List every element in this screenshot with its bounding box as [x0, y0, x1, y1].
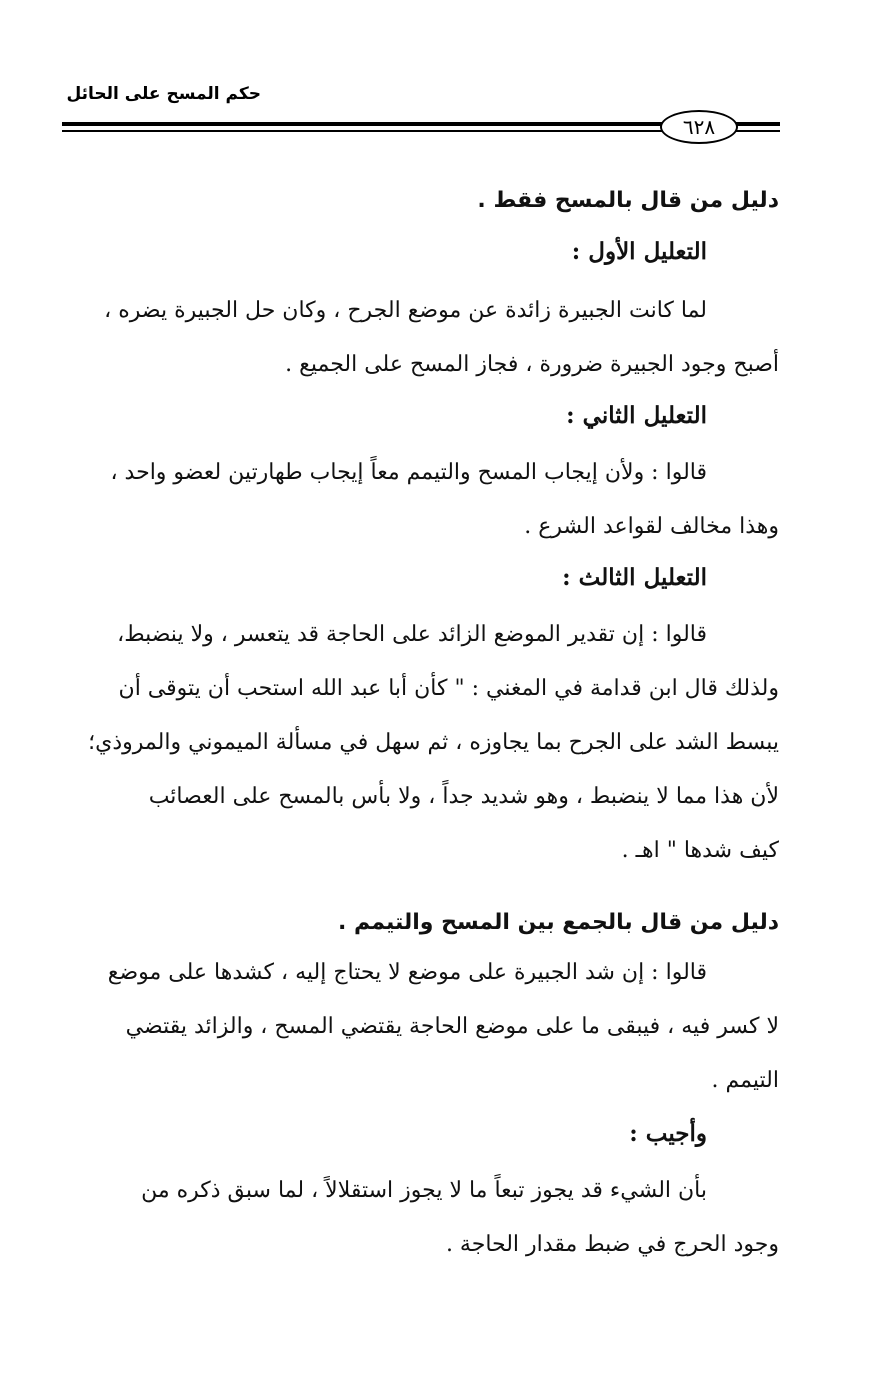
page-number: ٦٢٨ — [660, 110, 738, 144]
paragraph-line: كيف شدها " اهـ . — [621, 838, 779, 863]
paragraph-line: قالوا : إن تقدير الموضع الزائد على الحاجة قد يتعسر ، ولا ينضبط، — [117, 622, 707, 647]
header-rule-thin-right — [736, 130, 780, 132]
paragraph-line: ولذلك قال ابن قدامة في المغني : " كأن أبا عبد الله استحب أن يتوقى أن — [118, 676, 779, 701]
paragraph-line: بأن الشيء قد يجوز تبعاً ما لا يجوز استقلالاً ، لما سبق ذكره من — [141, 1178, 707, 1203]
running-title: حكم المسح على الحائل — [66, 84, 261, 104]
paragraph-line: وجود الحرج في ضبط مقدار الحاجة . — [445, 1232, 779, 1257]
section-heading-mash-only: دليل من قال بالمسح فقط . — [477, 188, 779, 213]
subheading-second-reason: التعليل الثاني : — [566, 402, 707, 429]
subheading-answer: وأجيب : — [629, 1120, 707, 1147]
paragraph-line: قالوا : ولأن إيجاب المسح والتيمم معاً إيجاب طهارتين لعضو واحد ، — [110, 460, 707, 485]
subheading-first-reason: التعليل الأول : — [571, 238, 707, 265]
section-heading-mash-and-tayammum: دليل من قال بالجمع بين المسح والتيمم . — [338, 910, 779, 935]
paragraph-line: وهذا مخالف لقواعد الشرع . — [524, 514, 779, 539]
header-rule-thick-right — [736, 122, 780, 126]
paragraph-line: أصبح وجود الجبيرة ضرورة ، فجاز المسح على الجميع . — [285, 352, 779, 377]
paragraph-line: التيمم . — [711, 1068, 779, 1093]
paragraph-line: يبسط الشد على الجرح بما يجاوزه ، ثم سهل في مسألة الميموني والمروذي؛ — [88, 730, 779, 755]
paragraph-line: قالوا : إن شد الجبيرة على موضع لا يحتاج إليه ، كشدها على موضع — [107, 960, 707, 985]
paragraph-line: لما كانت الجبيرة زائدة عن موضع الجرح ، وكان حل الجبيرة يضره ، — [104, 298, 707, 323]
subheading-third-reason: التعليل الثالث : — [562, 564, 707, 591]
paragraph-line: لأن هذا مما لا ينضبط ، وهو شديد جداً ، ولا بأس بالمسح على العصائب — [148, 784, 779, 809]
header-rule-thick — [62, 122, 662, 126]
paragraph-line: لا كسر فيه ، فيبقى ما على موضع الحاجة يقتضي المسح ، والزائد يقتضي — [125, 1014, 779, 1039]
header-rule-thin — [62, 130, 662, 132]
